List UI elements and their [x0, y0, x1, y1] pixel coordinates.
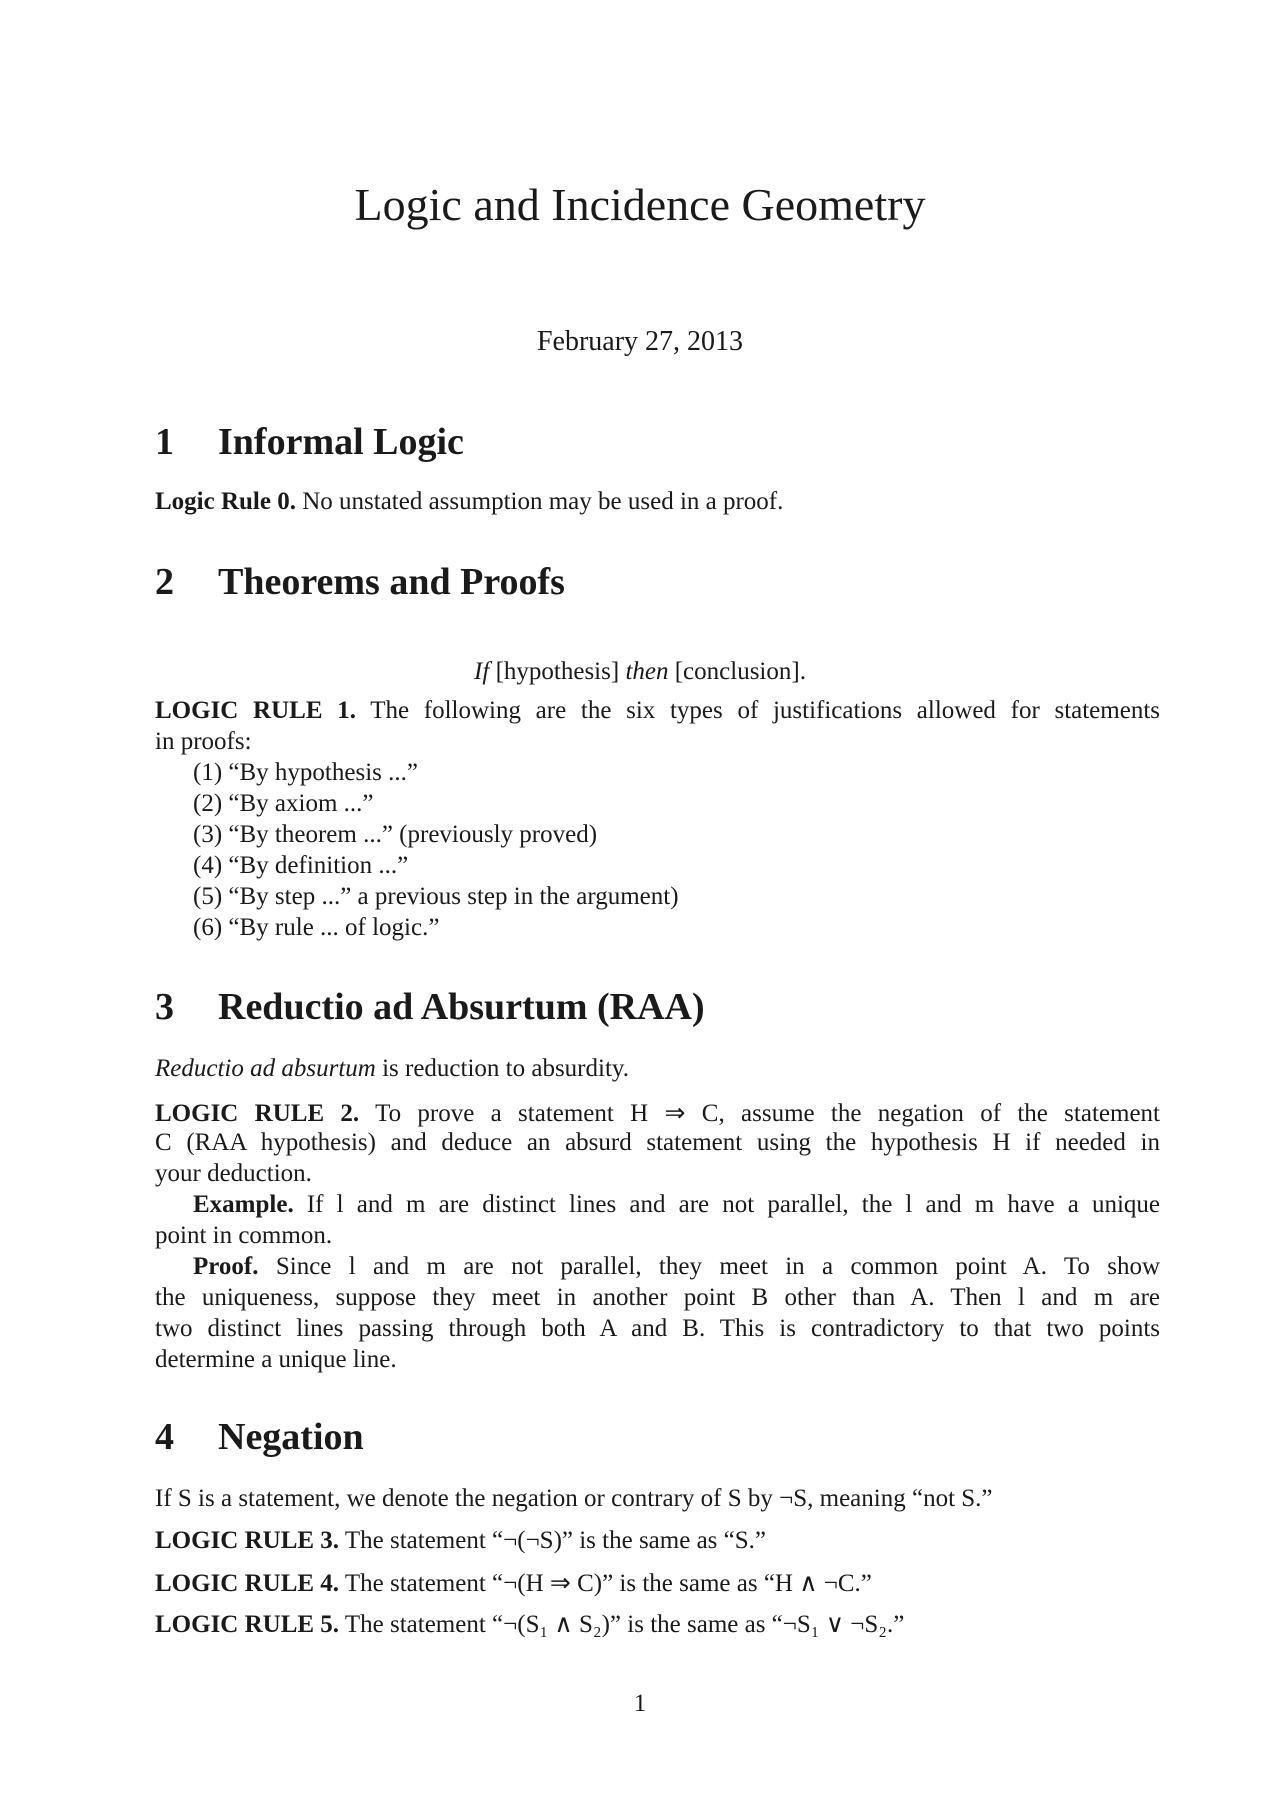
list-item: (1) “By hypothesis ...” — [193, 759, 418, 786]
rule-label: LOGIC RULE 4. — [155, 1570, 340, 1597]
section-title: Negation — [218, 1416, 364, 1458]
rule-text: No unstated assumption may be used in a proof. — [302, 488, 784, 515]
example-label: Example. — [193, 1191, 294, 1218]
rule-text: The following are the six types of justifications allowed for statements — [370, 697, 1160, 724]
logic-rule-3 — [155, 1527, 1160, 1555]
example-text: If l and m are distinct lines and are not parallel, the l and m have a unique — [306, 1191, 1160, 1218]
raa-term: Reductio ad absurtum — [155, 1055, 376, 1082]
section-number: 3 — [155, 986, 174, 1028]
list-item: (4) “By definition ...” — [193, 852, 409, 879]
raa-definition: is reduction to absurdity. — [382, 1055, 630, 1082]
section-heading-3 — [155, 985, 705, 1029]
proof-line-4: determine a unique line. — [155, 1346, 397, 1373]
section-heading-4 — [155, 1415, 364, 1459]
section-title: Theorems and Proofs — [218, 561, 565, 603]
rule-text: The statement “¬(S₁ ∧ S₂)” is the same as “¬S₁ ∨ ¬S₂.” — [344, 1611, 905, 1638]
rule-label: LOGIC RULE 3. — [155, 1527, 340, 1554]
proof-text: Since l and m are not parallel, they meet in a common point A. To show — [275, 1253, 1160, 1280]
rule-1-continuation: in proofs: — [155, 728, 252, 755]
example-line-2: point in common. — [155, 1222, 333, 1249]
logic-rule-1 — [155, 697, 1160, 725]
proof-label: Proof. — [193, 1253, 259, 1280]
rule-label: Logic Rule 0. — [155, 488, 296, 515]
logic-rule-2 — [155, 1098, 1160, 1128]
section-heading-2 — [155, 560, 565, 604]
list-item: (6) “By rule ... of logic.” — [193, 914, 440, 941]
section-title: Reductio ad Absurtum (RAA) — [218, 986, 705, 1028]
list-item: (5) “By step ...” a previous step in the argument) — [193, 883, 679, 910]
logic-rule-4 — [155, 1568, 1160, 1598]
rule-text: To prove a statement H ⇒ C, assume the negation of the statement — [375, 1100, 1160, 1127]
list-item: (3) “By theorem ...” (previously proved) — [193, 821, 598, 848]
form-hypothesis: [hypothesis] — [495, 658, 620, 685]
section-number: 4 — [155, 1416, 174, 1458]
proof-line-2: the uniqueness, suppose they meet in another point B other than A. Then l and m are — [155, 1284, 1160, 1311]
rule-text: The statement “¬(¬S)” is the same as “S.” — [344, 1527, 766, 1554]
section-title: Informal Logic — [218, 421, 464, 463]
section-number: 2 — [155, 561, 174, 603]
form-if: If — [474, 658, 490, 685]
raa-intro — [155, 1055, 1160, 1083]
section-heading-1 — [155, 420, 464, 464]
document-date: February 27, 2013 — [536, 326, 744, 357]
list-item: (2) “By axiom ...” — [193, 790, 374, 817]
rule-text: The statement “¬(H ⇒ C)” is the same as “H ∧ ¬C.” — [344, 1570, 872, 1597]
form-then: then — [625, 658, 669, 685]
rule-label: LOGIC RULE 2. — [155, 1100, 360, 1127]
proof-line-3: two distinct lines passing through both A and B. This is contradictory to that two points — [155, 1315, 1160, 1342]
logic-rule-5 — [155, 1609, 1160, 1639]
document-title: Logic and Incidence Geometry — [354, 179, 926, 230]
statement-form — [0, 658, 1280, 686]
rule-2-line-2: C (RAA hypothesis) and deduce an absurd statement using the hypothesis H if needed in — [155, 1129, 1160, 1156]
logic-rule-0 — [155, 488, 1160, 516]
page-number: 1 — [633, 1690, 647, 1717]
example-paragraph — [193, 1191, 1160, 1219]
section-number: 1 — [155, 421, 174, 463]
form-conclusion: [conclusion]. — [674, 658, 806, 685]
rule-label: LOGIC RULE 1. — [155, 697, 356, 724]
proof-paragraph — [193, 1253, 1160, 1281]
negation-intro: If S is a statement, we denote the negation or contrary of S by ¬S, meaning “not S.” — [155, 1485, 993, 1512]
rule-2-line-3: your deduction. — [155, 1160, 312, 1187]
rule-label: LOGIC RULE 5. — [155, 1611, 340, 1638]
